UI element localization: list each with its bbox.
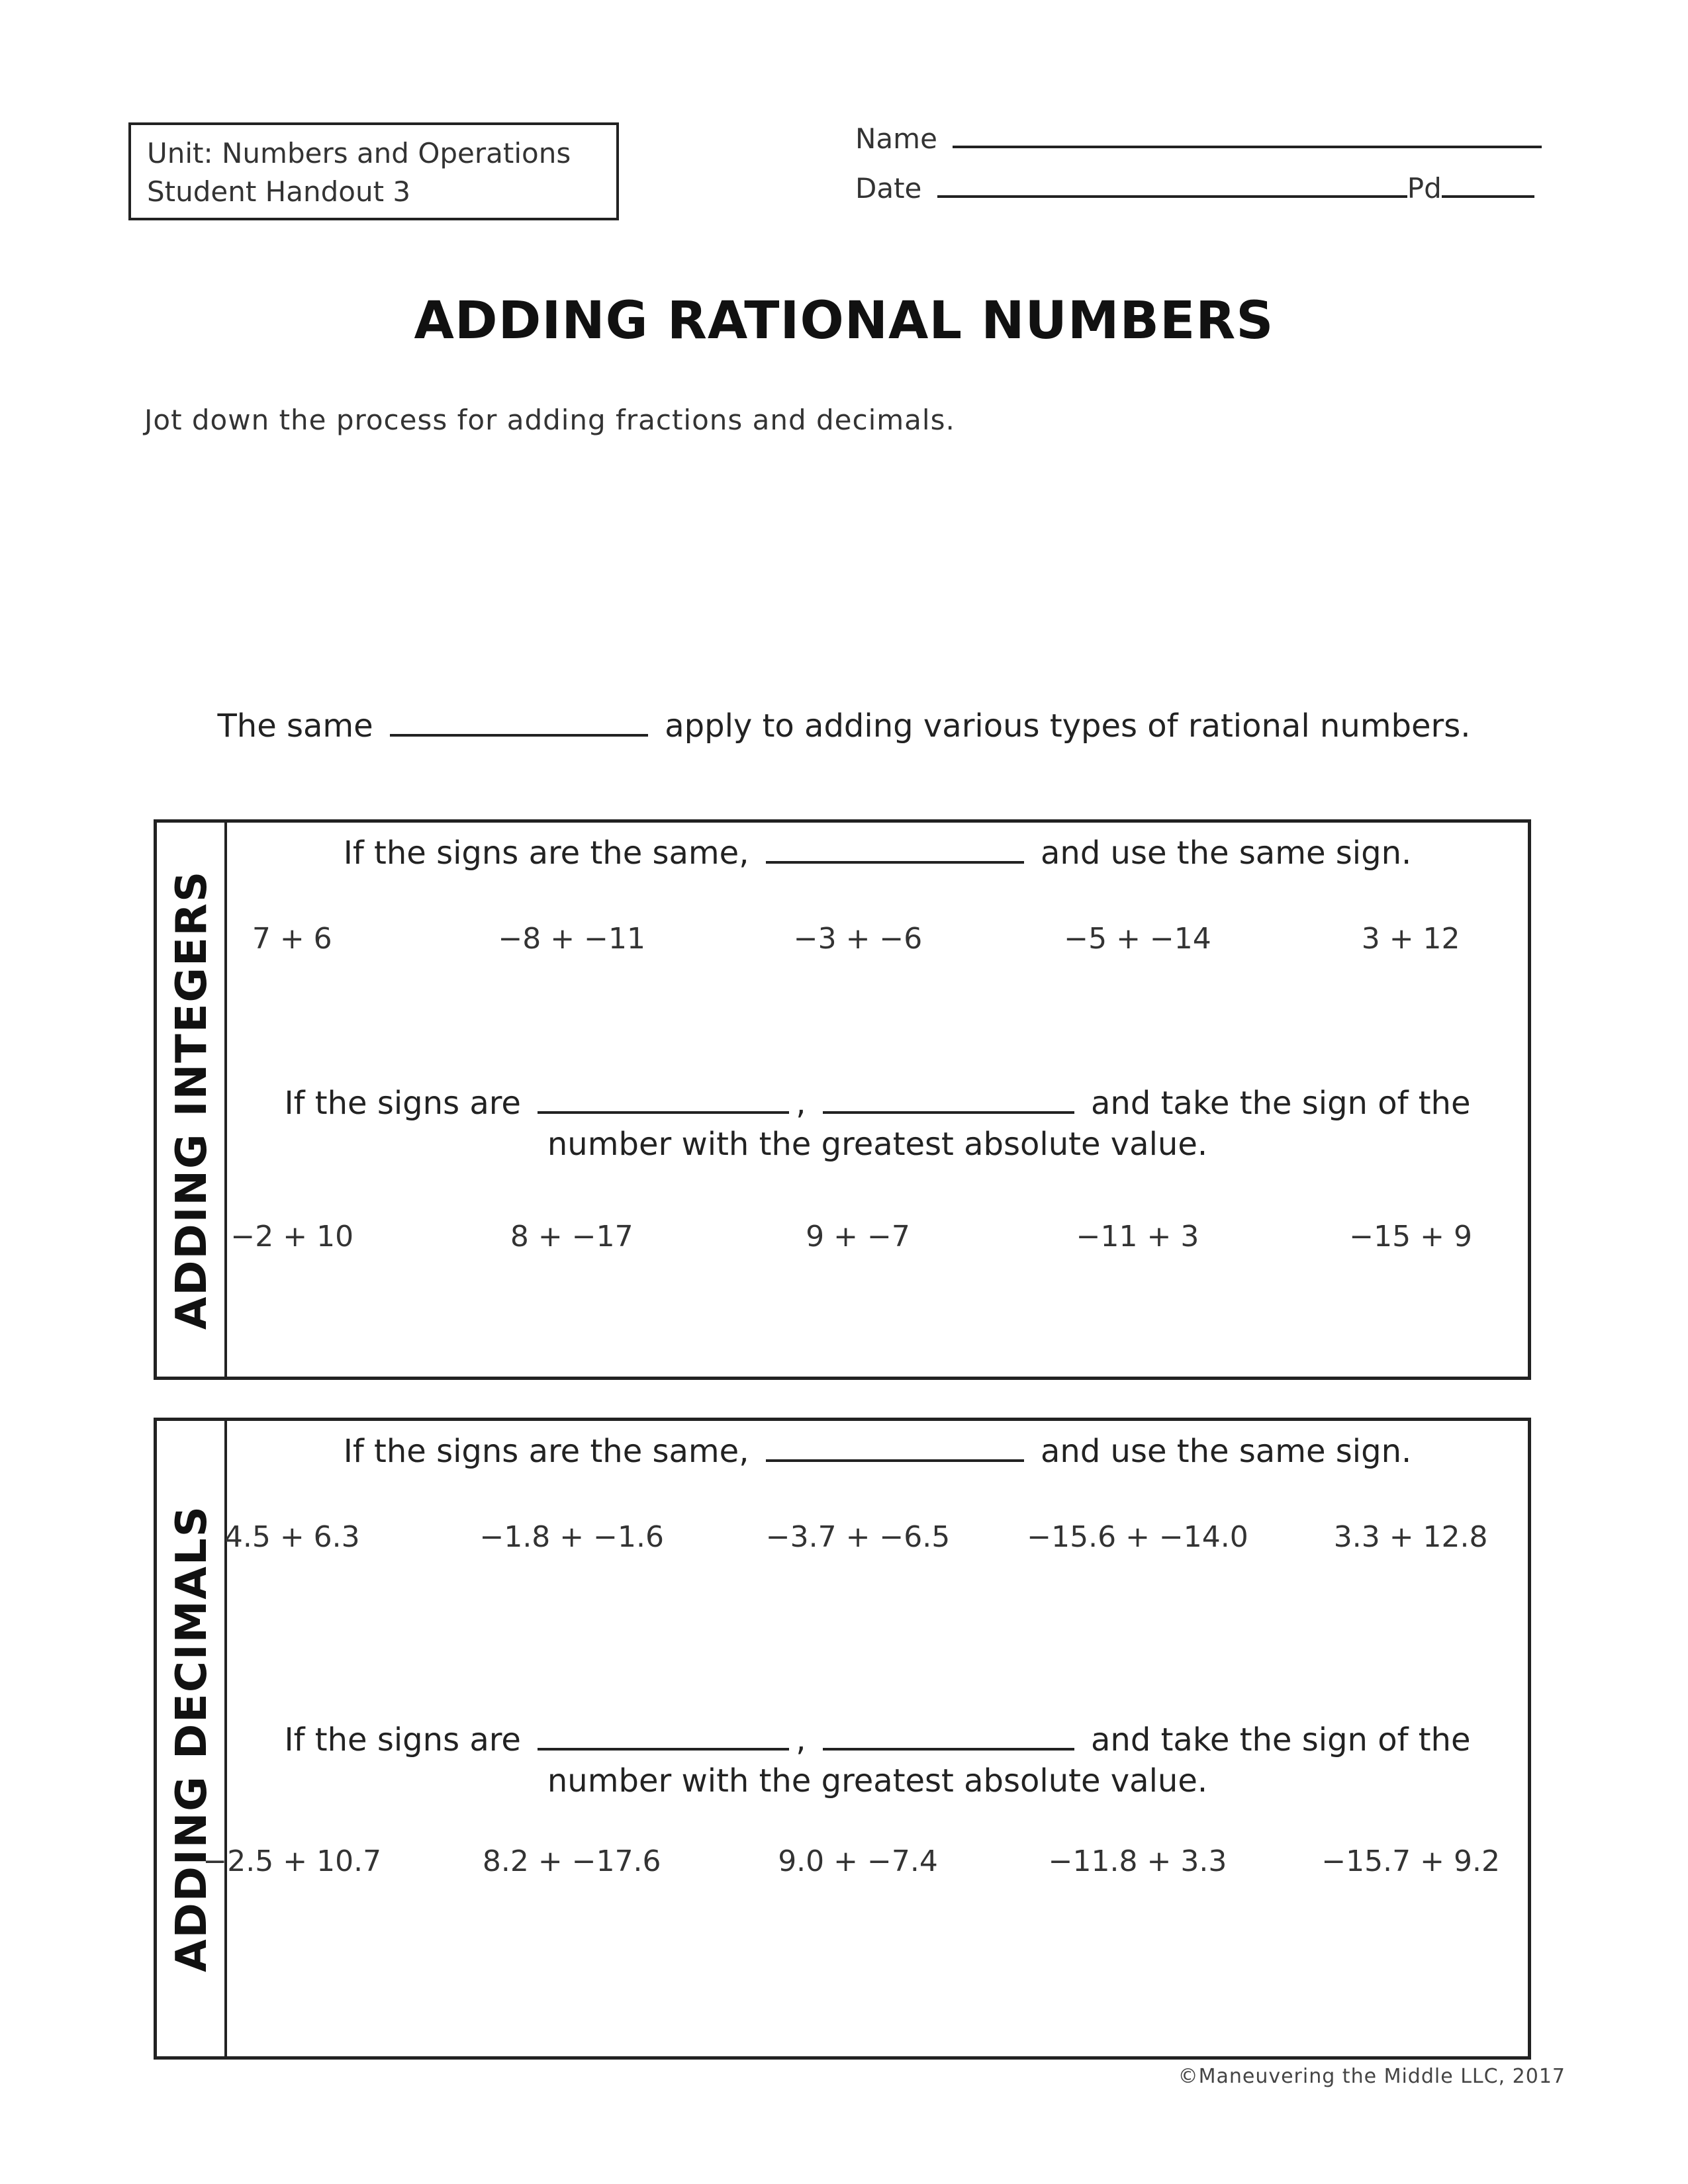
rule-text: If the signs are	[284, 1721, 521, 1758]
problem: −11 + 3	[1076, 1220, 1199, 1253]
problem: 4.5 + 6.3	[224, 1520, 360, 1554]
integers-side-label: ADDING INTEGERS	[167, 870, 216, 1330]
problem: −3.7 + −6.5	[765, 1520, 951, 1554]
same-rule-before: The same	[217, 707, 373, 745]
same-rule-after: apply to adding various types of rational numbers.	[665, 707, 1471, 745]
integers-same-signs-rule	[227, 832, 1528, 874]
same-rule-blank[interactable]	[390, 705, 648, 737]
pd-blank[interactable]	[1442, 169, 1534, 198]
problem: −15.7 + 9.2	[1321, 1844, 1500, 1878]
problem: −3 + −6	[793, 922, 923, 956]
problem: −15.6 + −14.0	[1027, 1520, 1248, 1554]
problem: −8 + −11	[498, 922, 645, 956]
adding-decimals-section	[154, 1418, 1531, 2060]
decimals-side-panel	[157, 1421, 227, 2056]
rule-text: number with the greatest absolute value.	[547, 1762, 1208, 1799]
problem: −1.8 + −1.6	[479, 1520, 664, 1554]
problem: 3 + 12	[1361, 922, 1460, 956]
problem: −2.5 + 10.7	[203, 1844, 382, 1878]
rule-text: and take the sign of the	[1091, 1085, 1471, 1122]
decimals-diff-signs-blank-2[interactable]	[823, 1719, 1074, 1751]
rule-text: number with the greatest absolute value.	[547, 1126, 1208, 1163]
rule-text: and use the same sign.	[1040, 835, 1412, 872]
integers-diff-signs-blank-2[interactable]	[823, 1082, 1074, 1114]
integers-diff-problems	[227, 1220, 1528, 1259]
rule-text: and take the sign of the	[1091, 1721, 1471, 1758]
name-blank[interactable]	[953, 119, 1542, 148]
page-title: ADDING RATIONAL NUMBERS	[414, 291, 1274, 351]
name-label: Name	[855, 122, 937, 155]
adding-integers-section	[154, 819, 1531, 1380]
same-rules-sentence	[0, 705, 1688, 745]
decimals-same-signs-blank[interactable]	[766, 1430, 1024, 1462]
handout-line: Student Handout 3	[147, 175, 411, 208]
decimals-side-label: ADDING DECIMALS	[167, 1505, 216, 1972]
rule-text: If the signs are the same,	[343, 1433, 749, 1470]
integers-diff-signs-blank-1[interactable]	[538, 1082, 789, 1114]
rule-text: If the signs are	[284, 1085, 521, 1122]
unit-line: Unit: Numbers and Operations	[147, 137, 571, 169]
problem: 8 + −17	[510, 1220, 633, 1253]
problem: −2 + 10	[230, 1220, 354, 1253]
copyright-notice: ©Maneuvering the Middle LLC, 2017	[1178, 2065, 1566, 2088]
pd-label: Pd	[1407, 172, 1442, 205]
rule-text: If the signs are the same,	[343, 835, 749, 872]
decimals-diff-signs-blank-1[interactable]	[538, 1719, 789, 1751]
problem: −5 + −14	[1064, 922, 1211, 956]
problem: 9 + −7	[806, 1220, 910, 1253]
date-field[interactable]	[855, 169, 1534, 205]
problem: 3.3 + 12.8	[1333, 1520, 1488, 1554]
problem: −11.8 + 3.3	[1048, 1844, 1227, 1878]
integers-same-signs-blank[interactable]	[766, 832, 1024, 864]
decimals-diff-signs-rule	[227, 1719, 1528, 1801]
problem: 8.2 + −17.6	[482, 1844, 661, 1878]
problem: −15 + 9	[1349, 1220, 1472, 1253]
integers-same-problems	[227, 922, 1528, 962]
integers-diff-signs-rule	[227, 1082, 1528, 1165]
unit-info-box	[128, 122, 619, 220]
date-label: Date	[855, 172, 922, 205]
jot-prompt: Jot down the process for adding fractions and decimals.	[144, 404, 955, 436]
decimals-diff-problems	[203, 1844, 1528, 1884]
problem: 7 + 6	[252, 922, 332, 956]
date-blank[interactable]	[937, 169, 1407, 198]
problem: 9.0 + −7.4	[778, 1844, 938, 1878]
integers-side-panel	[157, 823, 227, 1377]
rule-text: and use the same sign.	[1040, 1433, 1412, 1470]
name-field[interactable]	[855, 119, 1542, 155]
rule-comma: ,	[796, 1721, 806, 1758]
decimals-same-problems	[224, 1520, 1528, 1560]
rule-comma: ,	[796, 1085, 806, 1122]
decimals-same-signs-rule	[227, 1430, 1528, 1472]
